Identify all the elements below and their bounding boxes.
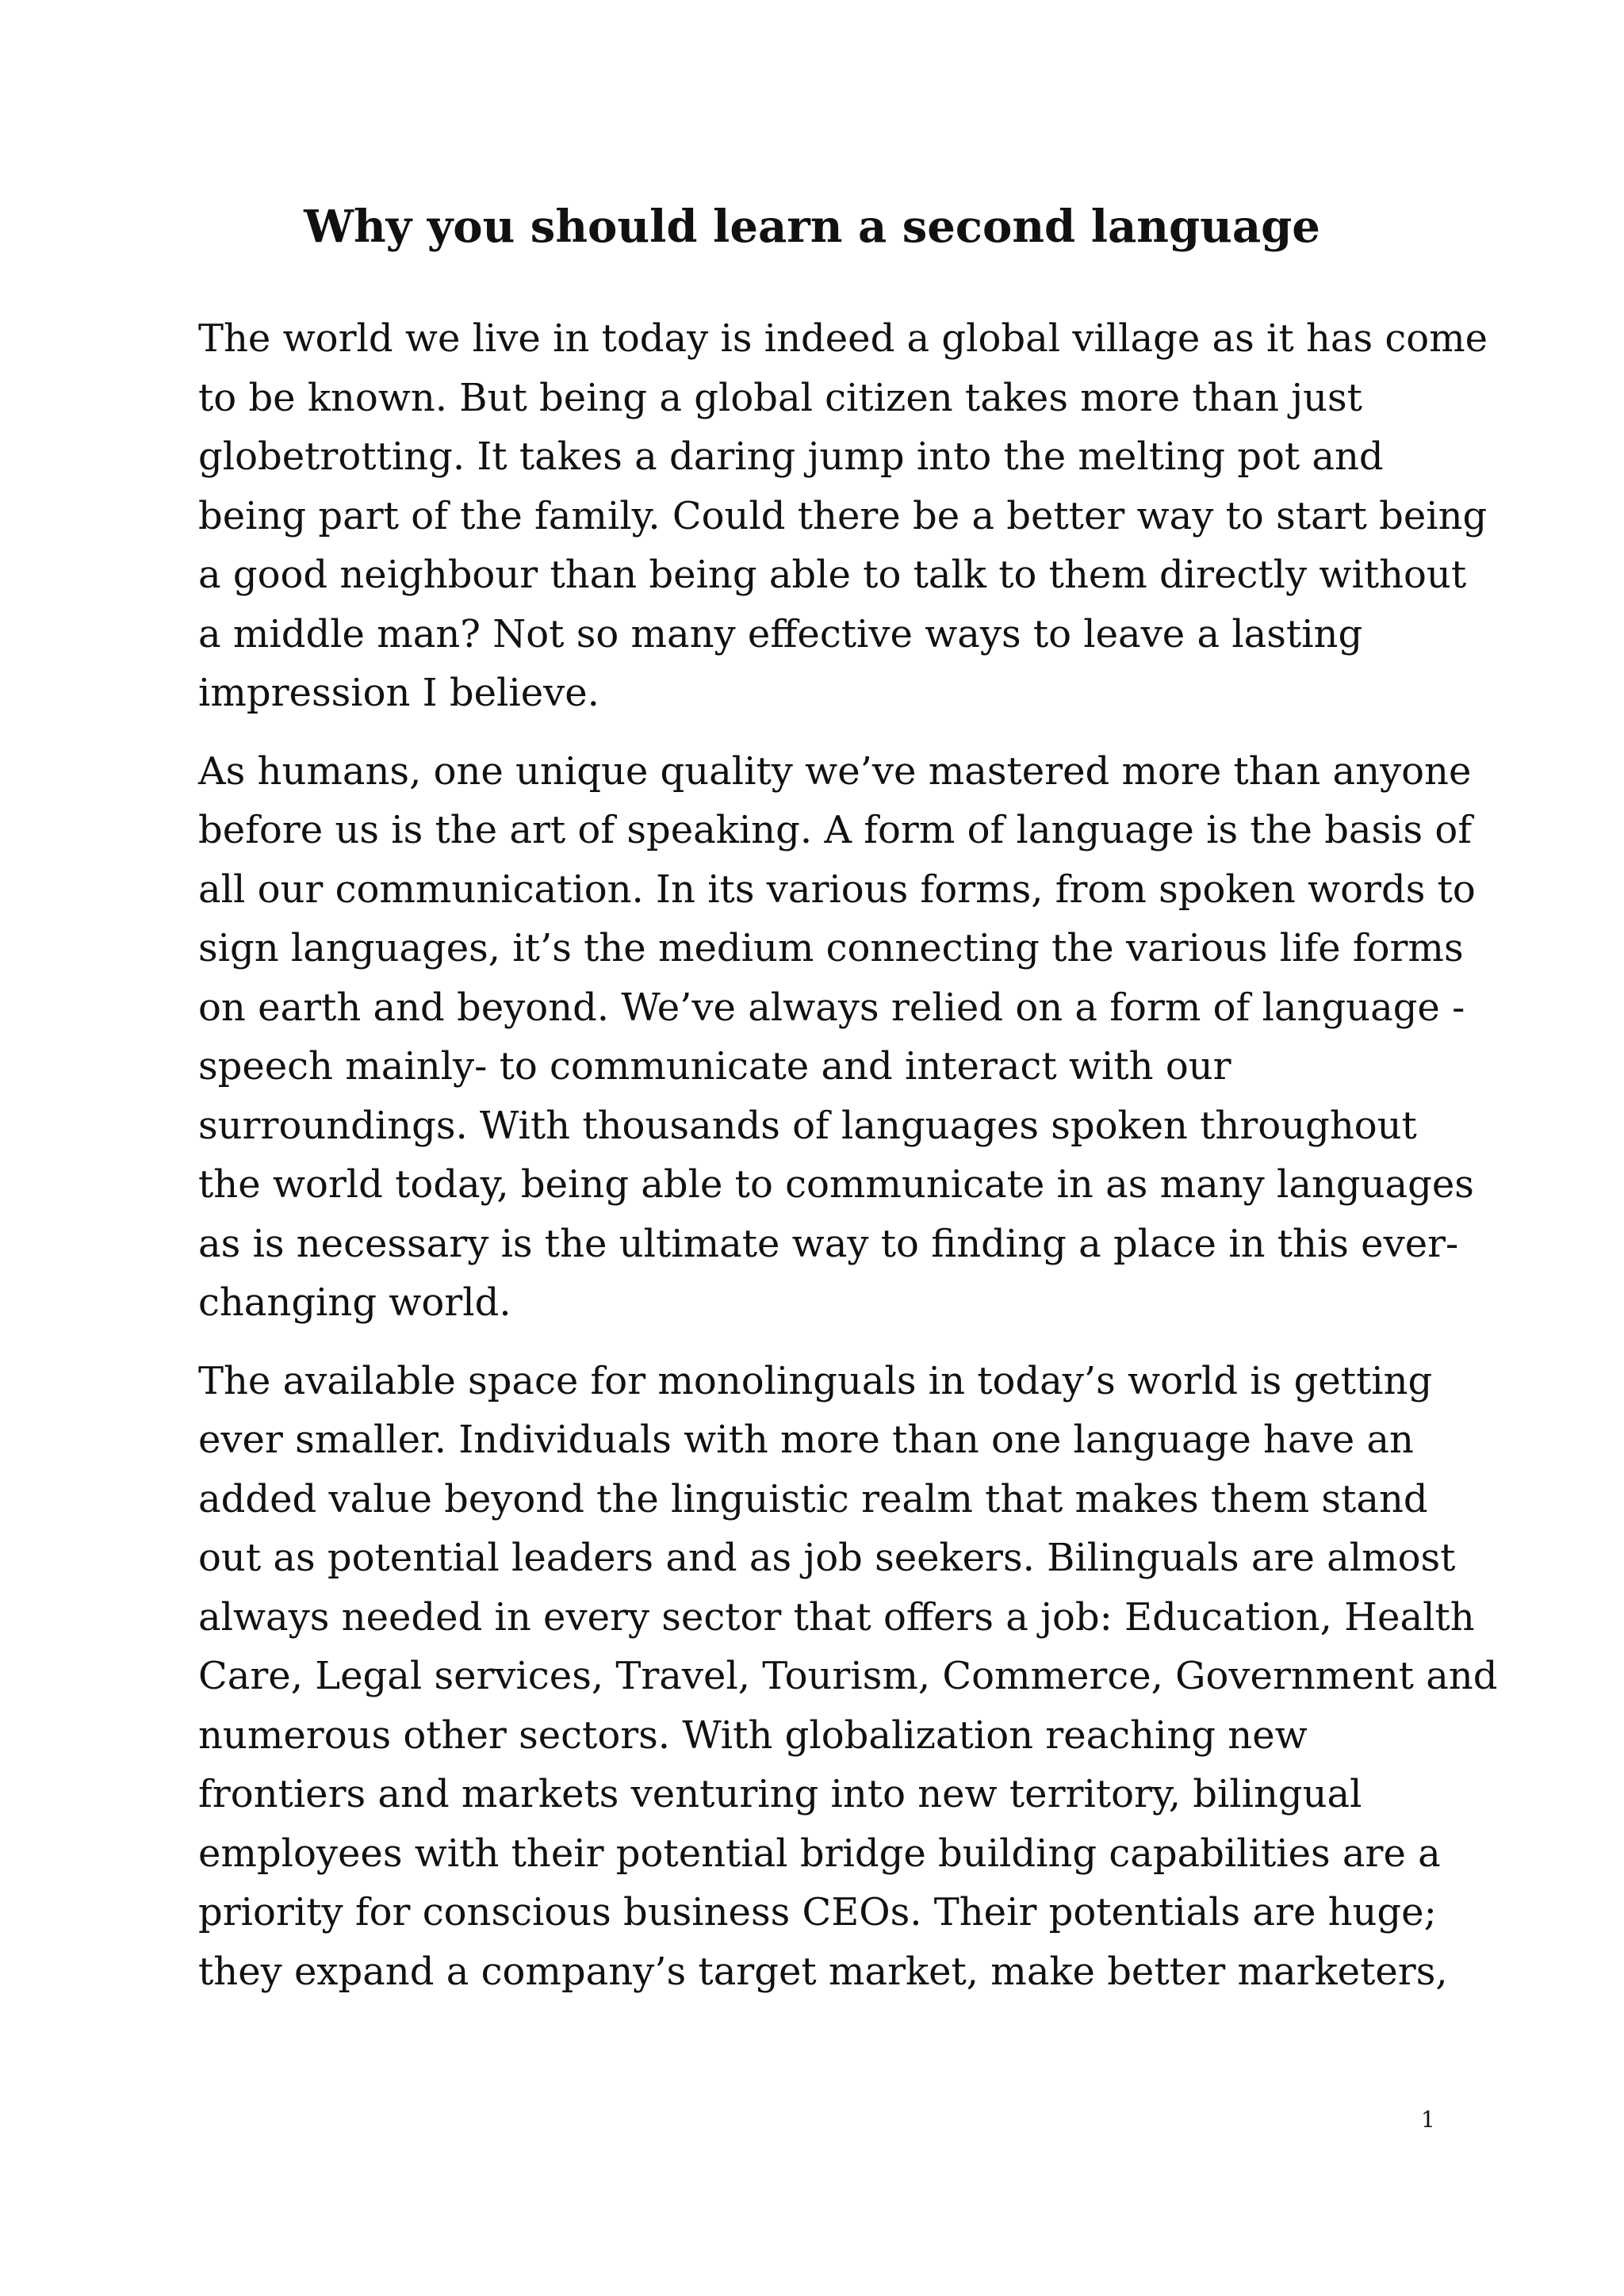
paragraph-line: As humans, one unique quality we’ve mastered more than anyone <box>198 748 1472 794</box>
paragraph-line: The world we live in today is indeed a global village as it has come <box>198 316 1488 361</box>
paragraph-line: always needed in every sector that offers a job: Education, Health <box>198 1594 1475 1640</box>
paragraph-line: sign languages, it’s the medium connecting the various life forms <box>198 926 1464 970</box>
paragraph-line: priority for conscious business CEOs. Their potentials are huge; <box>198 1890 1437 1934</box>
paragraph-line: on earth and beyond. We’ve always relied on a form of language - <box>198 985 1465 1030</box>
paragraph-line: numerous other sectors. With globalization reaching new <box>198 1712 1308 1758</box>
paragraph-line: changing world. <box>198 1280 511 1325</box>
paragraph-line: a middle man? Not so many effective ways to leave a lasting <box>198 611 1363 656</box>
paragraph-line: globetrotting. It takes a daring jump into the melting pot and <box>198 434 1384 479</box>
page-number: 1 <box>1421 2107 1435 2133</box>
paragraph-2 <box>198 742 1476 1333</box>
paragraph-line: impression I believe. <box>198 671 599 715</box>
paragraph-line: frontiers and markets venturing into new territory, bilingual <box>198 1772 1362 1816</box>
paragraph-line: a good neighbour than being able to talk to them directly without <box>198 553 1467 597</box>
document-title: Why you should learn a second language <box>304 201 1320 253</box>
paragraph-line: the world today, being able to communicate in as many languages <box>198 1162 1474 1207</box>
paragraph-line: The available space for monolinguals in today’s world is getting <box>198 1358 1433 1403</box>
paragraph-line: they expand a company’s target market, make better marketers, <box>198 1949 1448 1994</box>
paragraph-line: as is necessary is the ultimate way to finding a place in this ever- <box>198 1221 1459 1266</box>
paragraph-line: ever smaller. Individuals with more than one language have an <box>198 1418 1414 1462</box>
paragraph-line: Care, Legal services, Travel, Tourism, Commerce, Government and <box>198 1654 1498 1698</box>
paragraph-line: added value beyond the linguistic realm that makes them stand <box>198 1476 1428 1521</box>
paragraph-line: to be known. But being a global citizen takes more than just <box>198 375 1362 420</box>
paragraph-line: surroundings. With thousands of languages spoken throughout <box>198 1103 1417 1148</box>
paragraph-line: speech mainly- to communicate and interact with our <box>198 1044 1231 1089</box>
paragraph-line: out as potential leaders and as job seekers. Bilinguals are almost <box>198 1536 1456 1580</box>
paragraph-3 <box>198 1352 1498 2002</box>
paragraph-line: all our communication. In its various forms, from spoken words to <box>198 867 1476 912</box>
document-body <box>198 309 1498 2020</box>
paragraph-line: employees with their potential bridge building capabilities are a <box>198 1831 1441 1876</box>
paragraph-line: being part of the family. Could there be a better way to start being <box>198 493 1488 538</box>
paragraph-1 <box>198 309 1488 723</box>
paragraph-line: before us is the art of speaking. A form of language is the basis of <box>198 808 1473 852</box>
